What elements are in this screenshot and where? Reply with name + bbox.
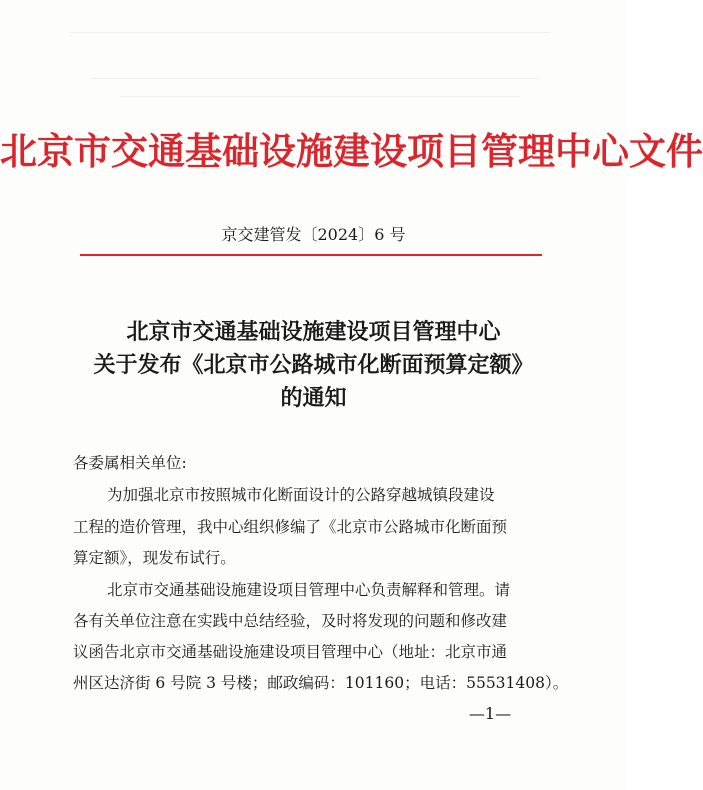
paragraph-1-line-3: 算定额》，现发布试行。 [73,549,236,567]
paragraph-2-line-3: 议函告北京市交通基础设施建设项目管理中心（地址：北京市通 [73,643,508,661]
paragraph-1-line-1: 为加强北京市按照城市化断面设计的公路穿越城镇段建设 [107,486,495,504]
paragraph-2-line-2: 各有关单位注意在实践中总结经验，及时将发现的问题和修改建 [73,612,508,630]
paragraph-2-line-1: 北京市交通基础设施建设项目管理中心负责解释和管理。请 [107,581,511,599]
salutation: 各委属相关单位: [73,454,187,472]
page-number: —1— [468,704,512,723]
red-divider-rule [80,254,542,256]
scan-artifact-line [120,96,520,97]
document-number: 京交建管发〔2024〕6 号 [221,225,406,244]
scan-artifact-line [90,78,540,79]
paragraph-2-line-4: 州区达济街 6 号院 3 号楼；邮政编码：101160；电话：55531408）。 [73,674,569,692]
notice-title-line-1: 北京市交通基础设施建设项目管理中心 [126,320,501,345]
notice-title-line-2: 关于发布《北京市公路城市化断面预算定额》 [93,353,534,378]
masthead-title: 北京市交通基础设施建设项目管理中心文件 [0,130,703,173]
notice-title-line-3: 的通知 [280,386,347,411]
scan-artifact-line [70,32,550,33]
paragraph-1-line-2: 工程的造价管理，我中心组织修编了《北京市公路城市化断面预 [73,518,508,536]
